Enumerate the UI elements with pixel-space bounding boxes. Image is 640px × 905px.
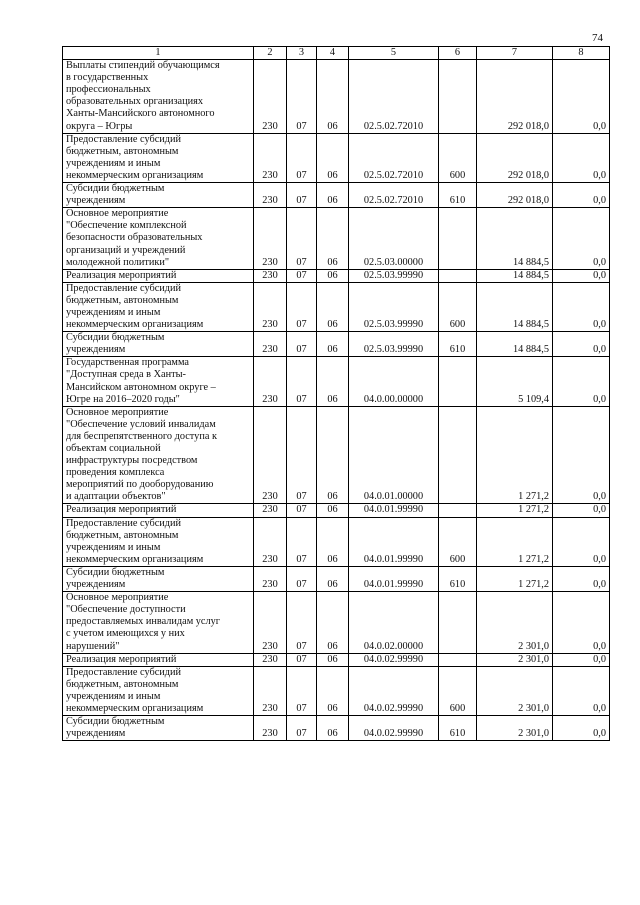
col-3: 07 — [287, 269, 317, 282]
col-4: 06 — [317, 517, 349, 566]
table-row — [63, 716, 610, 741]
column-header: 2 — [254, 47, 287, 60]
col-6-expense-type: 610 — [439, 566, 477, 591]
table-row — [63, 269, 610, 282]
col-6-expense-type — [439, 208, 477, 269]
col-8-amount: 0,0 — [553, 653, 610, 666]
col-4: 06 — [317, 60, 349, 134]
col-7-amount: 14 884,5 — [477, 269, 553, 282]
column-header: 1 — [63, 47, 254, 60]
row-name: Предоставление субсидий бюджетным, автономным учреждениям и иным некоммерческим организациям — [63, 666, 254, 715]
page-number: 74 — [592, 32, 603, 44]
column-header: 6 — [439, 47, 477, 60]
col-6-expense-type — [439, 504, 477, 517]
col-7-amount: 2 301,0 — [477, 592, 553, 653]
table-row — [63, 357, 610, 406]
col-5-target-code: 02.5.03.00000 — [349, 208, 439, 269]
col-2: 230 — [254, 716, 287, 741]
col-7-amount: 292 018,0 — [477, 60, 553, 134]
col-7-amount: 292 018,0 — [477, 183, 553, 208]
table-row — [63, 282, 610, 331]
col-8-amount: 0,0 — [553, 183, 610, 208]
col-3: 07 — [287, 504, 317, 517]
row-name: Основное мероприятие "Обеспечение комплексной безопасности образовательных организаций и учреждений молодежной политики" — [63, 208, 254, 269]
col-7-amount: 2 301,0 — [477, 653, 553, 666]
col-8-amount: 0,0 — [553, 208, 610, 269]
row-name: Субсидии бюджетным учреждениям — [63, 183, 254, 208]
row-name: Реализация мероприятий — [63, 653, 254, 666]
table-row — [63, 133, 610, 182]
row-name: Реализация мероприятий — [63, 504, 254, 517]
col-2: 230 — [254, 133, 287, 182]
col-7-amount: 292 018,0 — [477, 133, 553, 182]
col-3: 07 — [287, 716, 317, 741]
col-5-target-code: 02.5.03.99990 — [349, 282, 439, 331]
column-header: 4 — [317, 47, 349, 60]
col-2: 230 — [254, 183, 287, 208]
column-header: 5 — [349, 47, 439, 60]
table-row — [63, 208, 610, 269]
col-2: 230 — [254, 282, 287, 331]
row-name: Реализация мероприятий — [63, 269, 254, 282]
col-5-target-code: 04.0.02.99990 — [349, 716, 439, 741]
col-5-target-code: 04.0.02.99990 — [349, 653, 439, 666]
col-6-expense-type: 610 — [439, 332, 477, 357]
table-row — [63, 517, 610, 566]
col-4: 06 — [317, 592, 349, 653]
col-2: 230 — [254, 666, 287, 715]
col-4: 06 — [317, 332, 349, 357]
col-3: 07 — [287, 666, 317, 715]
row-name: Предоставление субсидий бюджетным, автономным учреждениям и иным некоммерческим организациям — [63, 133, 254, 182]
col-2: 230 — [254, 566, 287, 591]
col-3: 07 — [287, 357, 317, 406]
col-6-expense-type: 600 — [439, 282, 477, 331]
row-name: Основное мероприятие "Обеспечение доступности предоставляемых инвалидам услуг с учетом имеющихся у них нарушений" — [63, 592, 254, 653]
table-body — [63, 60, 610, 741]
col-3: 07 — [287, 566, 317, 591]
col-7-amount: 1 271,2 — [477, 517, 553, 566]
col-4: 06 — [317, 133, 349, 182]
col-2: 230 — [254, 517, 287, 566]
col-3: 07 — [287, 332, 317, 357]
table-row — [63, 566, 610, 591]
col-8-amount: 0,0 — [553, 716, 610, 741]
column-header: 7 — [477, 47, 553, 60]
col-6-expense-type — [439, 406, 477, 504]
row-name: Государственная программа "Доступная среда в Ханты- Мансийском автономном округе – Югре на 2016–2020 годы" — [63, 357, 254, 406]
table-row — [63, 332, 610, 357]
col-6-expense-type: 600 — [439, 666, 477, 715]
col-5-target-code: 02.5.02.72010 — [349, 133, 439, 182]
col-8-amount: 0,0 — [553, 357, 610, 406]
col-8-amount: 0,0 — [553, 282, 610, 331]
row-name: Предоставление субсидий бюджетным, автономным учреждениям и иным некоммерческим организациям — [63, 517, 254, 566]
col-6-expense-type — [439, 60, 477, 134]
col-4: 06 — [317, 208, 349, 269]
budget-table — [62, 46, 610, 741]
col-2: 230 — [254, 269, 287, 282]
col-2: 230 — [254, 357, 287, 406]
table-row — [63, 406, 610, 504]
col-6-expense-type: 610 — [439, 716, 477, 741]
row-name: Субсидии бюджетным учреждениям — [63, 716, 254, 741]
col-8-amount: 0,0 — [553, 60, 610, 134]
col-2: 230 — [254, 60, 287, 134]
col-7-amount: 1 271,2 — [477, 504, 553, 517]
col-5-target-code: 02.5.03.99990 — [349, 269, 439, 282]
col-3: 07 — [287, 60, 317, 134]
table-row — [63, 653, 610, 666]
col-6-expense-type — [439, 653, 477, 666]
col-6-expense-type: 600 — [439, 133, 477, 182]
col-7-amount: 1 271,2 — [477, 566, 553, 591]
col-5-target-code: 04.0.02.00000 — [349, 592, 439, 653]
col-5-target-code: 04.0.01.99990 — [349, 517, 439, 566]
col-4: 06 — [317, 666, 349, 715]
col-4: 06 — [317, 406, 349, 504]
col-8-amount: 0,0 — [553, 406, 610, 504]
col-5-target-code: 02.5.02.72010 — [349, 60, 439, 134]
col-5-target-code: 02.5.03.99990 — [349, 332, 439, 357]
col-5-target-code: 04.0.01.99990 — [349, 504, 439, 517]
col-8-amount: 0,0 — [553, 517, 610, 566]
row-name: Субсидии бюджетным учреждениям — [63, 332, 254, 357]
col-5-target-code: 04.0.02.99990 — [349, 666, 439, 715]
col-8-amount: 0,0 — [553, 269, 610, 282]
col-4: 06 — [317, 183, 349, 208]
col-2: 230 — [254, 592, 287, 653]
col-2: 230 — [254, 406, 287, 504]
col-3: 07 — [287, 517, 317, 566]
col-7-amount: 5 109,4 — [477, 357, 553, 406]
col-4: 06 — [317, 269, 349, 282]
col-8-amount: 0,0 — [553, 592, 610, 653]
col-2: 230 — [254, 653, 287, 666]
col-3: 07 — [287, 282, 317, 331]
col-2: 230 — [254, 332, 287, 357]
table-row — [63, 504, 610, 517]
col-5-target-code: 04.0.01.99990 — [349, 566, 439, 591]
column-number-row — [63, 47, 610, 60]
col-6-expense-type — [439, 357, 477, 406]
col-8-amount: 0,0 — [553, 566, 610, 591]
col-6-expense-type: 610 — [439, 183, 477, 208]
col-2: 230 — [254, 208, 287, 269]
col-4: 06 — [317, 504, 349, 517]
col-8-amount: 0,0 — [553, 666, 610, 715]
col-4: 06 — [317, 716, 349, 741]
col-4: 06 — [317, 566, 349, 591]
col-2: 230 — [254, 504, 287, 517]
col-3: 07 — [287, 208, 317, 269]
col-6-expense-type — [439, 269, 477, 282]
col-8-amount: 0,0 — [553, 133, 610, 182]
table-row — [63, 666, 610, 715]
col-5-target-code: 02.5.02.72010 — [349, 183, 439, 208]
col-4: 06 — [317, 653, 349, 666]
row-name: Выплаты стипендий обучающимся в государственных профессиональных образовательных организациях Ханты-Мансийского автономного округа – Югры — [63, 60, 254, 134]
col-7-amount: 14 884,5 — [477, 208, 553, 269]
table-row — [63, 592, 610, 653]
table-row — [63, 183, 610, 208]
col-8-amount: 0,0 — [553, 504, 610, 517]
col-3: 07 — [287, 406, 317, 504]
col-5-target-code: 04.0.01.00000 — [349, 406, 439, 504]
column-header: 3 — [287, 47, 317, 60]
col-4: 06 — [317, 282, 349, 331]
column-header: 8 — [553, 47, 610, 60]
row-name: Основное мероприятие "Обеспечение условий инвалидам для беспрепятственного доступа к объектам социальной инфраструктуры посредством проведения комплекса мероприятий по дооборудованию и адаптации объектов" — [63, 406, 254, 504]
col-3: 07 — [287, 592, 317, 653]
col-7-amount: 2 301,0 — [477, 666, 553, 715]
table-row — [63, 60, 610, 134]
row-name: Субсидии бюджетным учреждениям — [63, 566, 254, 591]
row-name: Предоставление субсидий бюджетным, автономным учреждениям и иным некоммерческим организациям — [63, 282, 254, 331]
col-5-target-code: 04.0.00.00000 — [349, 357, 439, 406]
col-7-amount: 2 301,0 — [477, 716, 553, 741]
col-7-amount: 14 884,5 — [477, 332, 553, 357]
col-3: 07 — [287, 183, 317, 208]
col-4: 06 — [317, 357, 349, 406]
col-3: 07 — [287, 653, 317, 666]
col-6-expense-type: 600 — [439, 517, 477, 566]
col-7-amount: 14 884,5 — [477, 282, 553, 331]
col-7-amount: 1 271,2 — [477, 406, 553, 504]
col-3: 07 — [287, 133, 317, 182]
col-8-amount: 0,0 — [553, 332, 610, 357]
col-6-expense-type — [439, 592, 477, 653]
